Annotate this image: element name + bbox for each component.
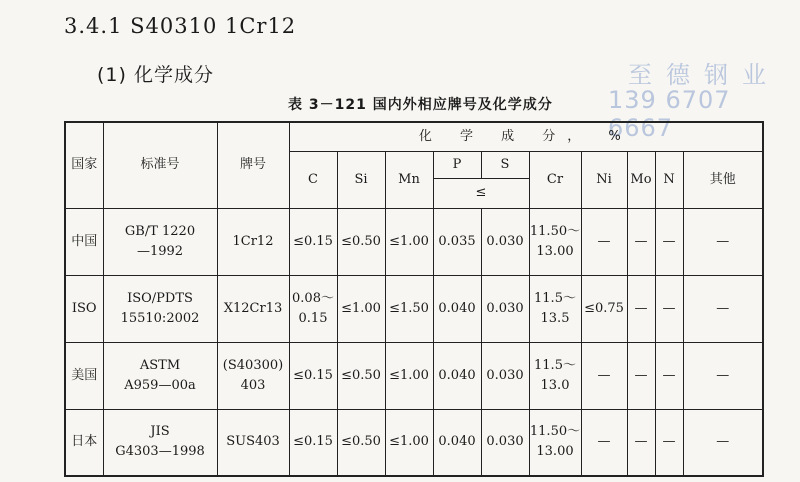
cell-ni: —	[581, 208, 627, 275]
cell-grade	[217, 342, 289, 409]
cell-standard	[103, 342, 217, 409]
cell-grade	[217, 409, 289, 476]
cell-standard	[103, 275, 217, 342]
cell-p: 0.035	[433, 208, 481, 275]
cell-country: 中国	[65, 208, 103, 275]
header-ni: Ni	[581, 151, 627, 208]
grade-line: (S40300)	[222, 357, 284, 373]
cell-cr	[529, 342, 581, 409]
standard-line: GB/T 1220	[124, 223, 196, 239]
cell-c	[289, 409, 337, 476]
cell-mn: ≤1.00	[385, 208, 433, 275]
header-si: Si	[337, 151, 385, 208]
cell-p: 0.040	[433, 342, 481, 409]
cell-cr	[529, 409, 581, 476]
standard-line: 15510:2002	[120, 310, 200, 326]
cell-standard	[103, 409, 217, 476]
cell-mo: —	[627, 275, 655, 342]
standard-line: JIS	[150, 424, 170, 440]
cell-other: —	[683, 275, 763, 342]
grade-line: 1Cr12	[232, 233, 274, 249]
composition-table	[64, 121, 764, 477]
cell-mn: ≤1.50	[385, 275, 433, 342]
cr-line: 13.00	[536, 444, 574, 460]
header-other: 其他	[683, 151, 763, 208]
cell-mn: ≤1.00	[385, 342, 433, 409]
table-caption: 表 3－121 国内外相应牌号及化学成分	[288, 97, 553, 113]
cr-line: 13.00	[536, 243, 574, 259]
cell-s: 0.030	[481, 409, 529, 476]
header-grade: 牌号	[217, 122, 289, 208]
header-chemical-composition: 化 学 成 分， %	[289, 122, 763, 151]
cell-cr	[529, 208, 581, 275]
cell-n: —	[655, 342, 683, 409]
cell-other: —	[683, 342, 763, 409]
cell-p: 0.040	[433, 409, 481, 476]
cell-country: 日本	[65, 409, 103, 476]
watermark-name: 至德钢业	[628, 61, 780, 89]
cell-ni: ≤0.75	[581, 275, 627, 342]
cell-mn: ≤1.00	[385, 409, 433, 476]
cell-s: 0.030	[481, 342, 529, 409]
cell-c	[289, 275, 337, 342]
cell-mo: —	[627, 208, 655, 275]
cell-s: 0.030	[481, 208, 529, 275]
header-mn: Mn	[385, 151, 433, 208]
cell-mo: —	[627, 409, 655, 476]
cell-other: —	[683, 409, 763, 476]
cell-standard	[103, 208, 217, 275]
header-s: S	[481, 151, 529, 178]
cell-ni: —	[581, 342, 627, 409]
cr-line: 11.50～	[529, 424, 581, 440]
header-standard: 标准号	[103, 122, 217, 208]
cell-ni: —	[581, 409, 627, 476]
cr-line: 13.0	[540, 377, 570, 393]
cell-grade	[217, 208, 289, 275]
cell-grade	[217, 275, 289, 342]
grade-line: 403	[240, 377, 266, 393]
standard-line: ISO/PDTS	[127, 290, 193, 306]
standard-line: G4303—1998	[115, 444, 205, 460]
cell-n: —	[655, 275, 683, 342]
cell-c	[289, 342, 337, 409]
header-n: N	[655, 151, 683, 208]
header-p: P	[433, 151, 481, 178]
cell-country: ISO	[65, 275, 103, 342]
header-mo: Mo	[627, 151, 655, 208]
c-line: ≤0.15	[293, 367, 333, 383]
cr-line: 11.5～	[534, 357, 576, 373]
cell-p: 0.040	[433, 275, 481, 342]
cell-si: ≤1.00	[337, 275, 385, 342]
c-line: ≤0.15	[293, 233, 333, 249]
standard-line: ASTM	[139, 357, 181, 373]
cell-cr	[529, 275, 581, 342]
cell-s: 0.030	[481, 275, 529, 342]
cell-mo: —	[627, 342, 655, 409]
standard-line: —1992	[136, 243, 184, 259]
c-line: 0.08～	[292, 290, 334, 306]
header-c: C	[289, 151, 337, 208]
cr-line: 13.5	[540, 310, 570, 326]
cell-si: ≤0.50	[337, 342, 385, 409]
header-country: 国家	[65, 122, 103, 208]
cell-n: —	[655, 208, 683, 275]
section-heading: 3.4.1 S40310 1Cr12	[64, 14, 297, 38]
standard-line: A959—00a	[124, 377, 196, 393]
cell-other: —	[683, 208, 763, 275]
cell-n: —	[655, 409, 683, 476]
header-cr: Cr	[529, 151, 581, 208]
c-line: ≤0.15	[293, 434, 333, 450]
c-line: 0.15	[298, 310, 328, 326]
header-max-symbol: ≤	[433, 178, 529, 208]
cell-si: ≤0.50	[337, 208, 385, 275]
cr-line: 11.5～	[534, 290, 576, 306]
subsection-heading: (1) 化学成分	[97, 64, 214, 86]
cell-si: ≤0.50	[337, 409, 385, 476]
cell-c	[289, 208, 337, 275]
cell-country: 美国	[65, 342, 103, 409]
grade-line: X12Cr13	[223, 300, 283, 316]
grade-line: SUS403	[226, 434, 280, 450]
watermark-phone: 139 6707 6667	[608, 86, 731, 142]
cr-line: 11.50～	[529, 223, 581, 239]
